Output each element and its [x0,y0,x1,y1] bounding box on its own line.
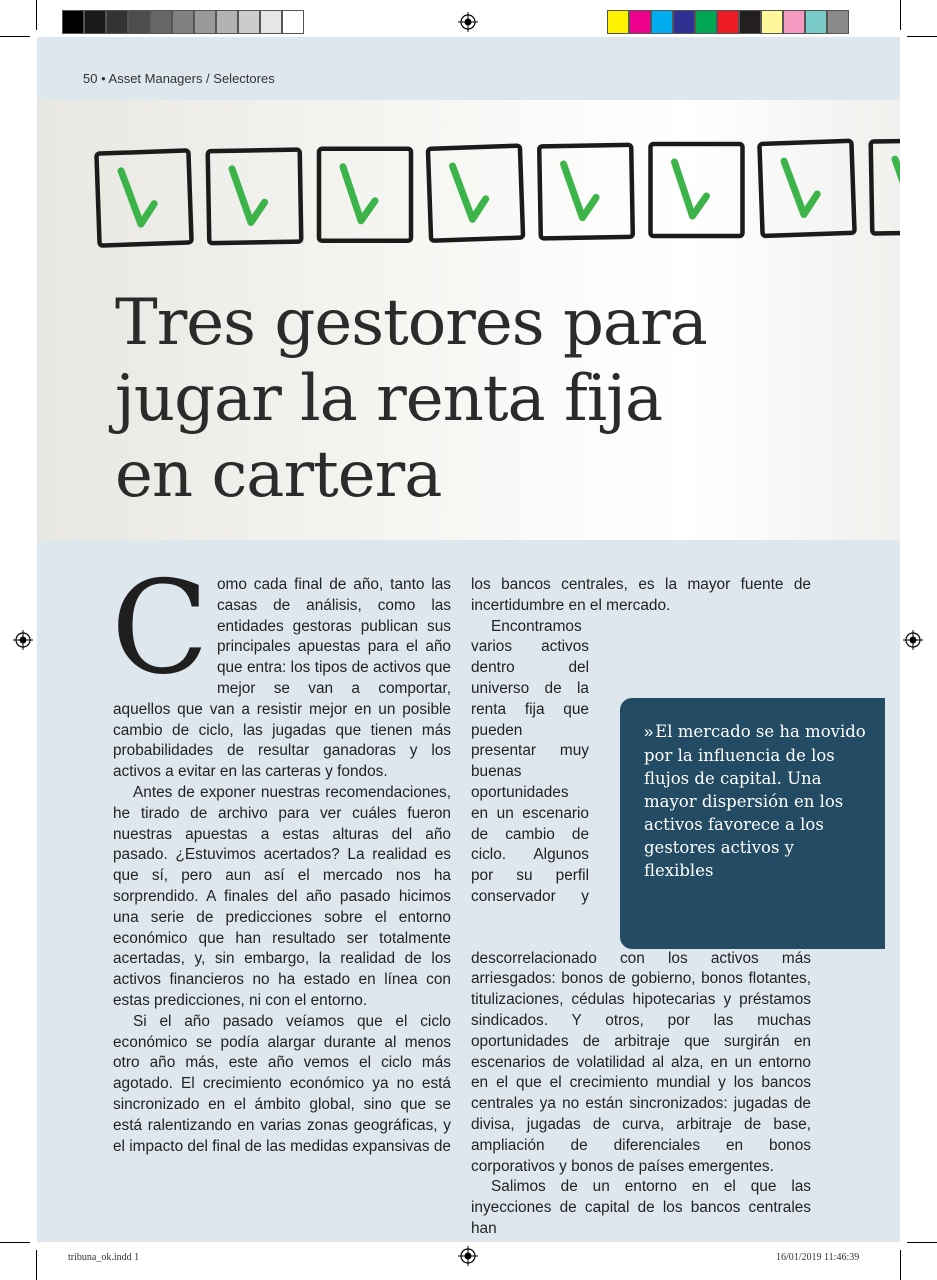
color-swatch [194,10,216,34]
color-swatch [739,10,761,34]
color-swatch [260,10,282,34]
color-swatch [282,10,304,34]
color-swatch [651,10,673,34]
pull-quote-text: El mercado se ha movido por la influencia de los flujos de capital. Una mayor dispersión en los activos favorece a los gestores activos y flexibles [644,722,866,880]
checked-box-icon [651,144,743,236]
color-swatch [150,10,172,34]
checked-box-icon [759,141,854,236]
paragraph: los bancos centrales, es la mayor fuente de incertidumbre en el mercado. [471,576,811,614]
color-swatch [695,10,717,34]
paragraph [111,554,451,783]
hero-image [37,100,900,540]
checked-box-icon [319,149,411,241]
drop-cap: C [111,554,209,703]
color-swatch [805,10,827,34]
paragraph-text: omo cada final de año, tanto las casas de análisis, como las entidades gestoras publican sus principales apuestas para el año que entra: los tipos de activos que mejor se van a comportar, aquellos que van a resistir mejor en un posible cambio de ciclo, las jugadas que tienen más probabilidades de resultar ganadoras y los activos a evitar en las carteras y fondos. [113,576,451,781]
color-swatch [84,10,106,34]
slug-timestamp: 16/01/2019 11:46:39 [776,1252,860,1263]
crop-mark [0,36,30,37]
checked-box-icon [539,145,633,239]
crop-mark [0,1242,30,1243]
crop-mark [36,0,37,30]
checkbox-row-illustration [37,100,900,280]
crop-mark [907,1242,937,1243]
paragraph: Antes de exponer nuestras recomendaciones, he tirado de archivo para ver cuáles fueron nuestras apuestas a estas alturas del año pasado. ¿Estuvimos acertados? La realidad es que sí, pero aun así el mercado nos ha sorprendido. A finales del año pasado hicimos una serie de predicciones sobre el entorno económico que han resultado ser totalmente acertadas, y, sin embargo, la realidad de los activos financieros no ha estado en línea con estas predicciones, ni con el entorno. [113,783,451,1009]
pull-quote [620,698,885,949]
registration-mark-icon [13,630,33,650]
running-head: 50 • Asset Managers / Selectores [83,71,275,86]
color-swatch [106,10,128,34]
crop-mark [907,36,937,37]
magazine-page [37,37,900,1242]
gray-calibration-bar [62,10,304,34]
color-swatch [717,10,739,34]
crop-mark [36,1250,37,1280]
color-swatch [62,10,84,34]
crop-mark [900,1250,901,1280]
paragraph-text: Encontramos varios activos dentro del universo de la renta fija que pueden presentar muy buenas oportunidades en un escenario de cambio de ciclo. Algunos por su perfil conservador y descorrelacionado con los activos más arriesgados: bonos de gobierno, bonos flotantes, titulizaciones, cédulas hipotecarias y préstamos sindicados. Y otros, por las muchas oportunidades de arbitraje que surgirán en escenarios de volatilidad al alza, en un entorno en el que el crecimiento mundial y los bancos centrales ya no están sincronizados: jugadas de divisa, jugadas de curva, arbitraje de base, ampliación de diferenciales en bonos corporativos y bonos de países emergentes. [471,617,811,1175]
registration-mark-icon [458,1246,478,1266]
color-swatch [629,10,651,34]
color-swatch [238,10,260,34]
article-column-1 [111,554,451,1157]
slug-filename: tribuna_ok.indd 1 [68,1252,140,1263]
crop-mark [900,0,901,30]
registration-mark-icon [903,630,923,650]
color-swatch [216,10,238,34]
checked-box-icon [428,146,523,241]
checked-box-icon [96,150,191,245]
color-swatch [128,10,150,34]
quote-mark-icon: » [644,723,654,741]
color-swatch [827,10,849,34]
checked-box-icon [208,150,302,244]
color-swatch [172,10,194,34]
color-swatch [673,10,695,34]
headline-line: jugar la renta fija [115,362,663,436]
checked-box-icon [871,140,900,234]
paragraph: Salimos de un entorno en el que las inyecciones de capital de los bancos centrales han [471,1178,811,1237]
headline-line: en cartera [115,438,442,512]
headline-line: Tres gestores para [115,286,707,360]
paragraph: Si el año pasado veíamos que el ciclo económico se podía alargar durante al menos otro año más, este año vemos el ciclo más agotado. El crecimiento económico ya no está sincronizado en el ámbito global, sino que se está ralentizando en varias zonas geográficas, y el impacto del final de las medidas expansivas de [113,1012,451,1155]
color-swatch [761,10,783,34]
color-calibration-bar [607,10,849,34]
headline [115,285,707,513]
color-swatch [783,10,805,34]
color-swatch [607,10,629,34]
registration-mark-icon [458,12,478,32]
